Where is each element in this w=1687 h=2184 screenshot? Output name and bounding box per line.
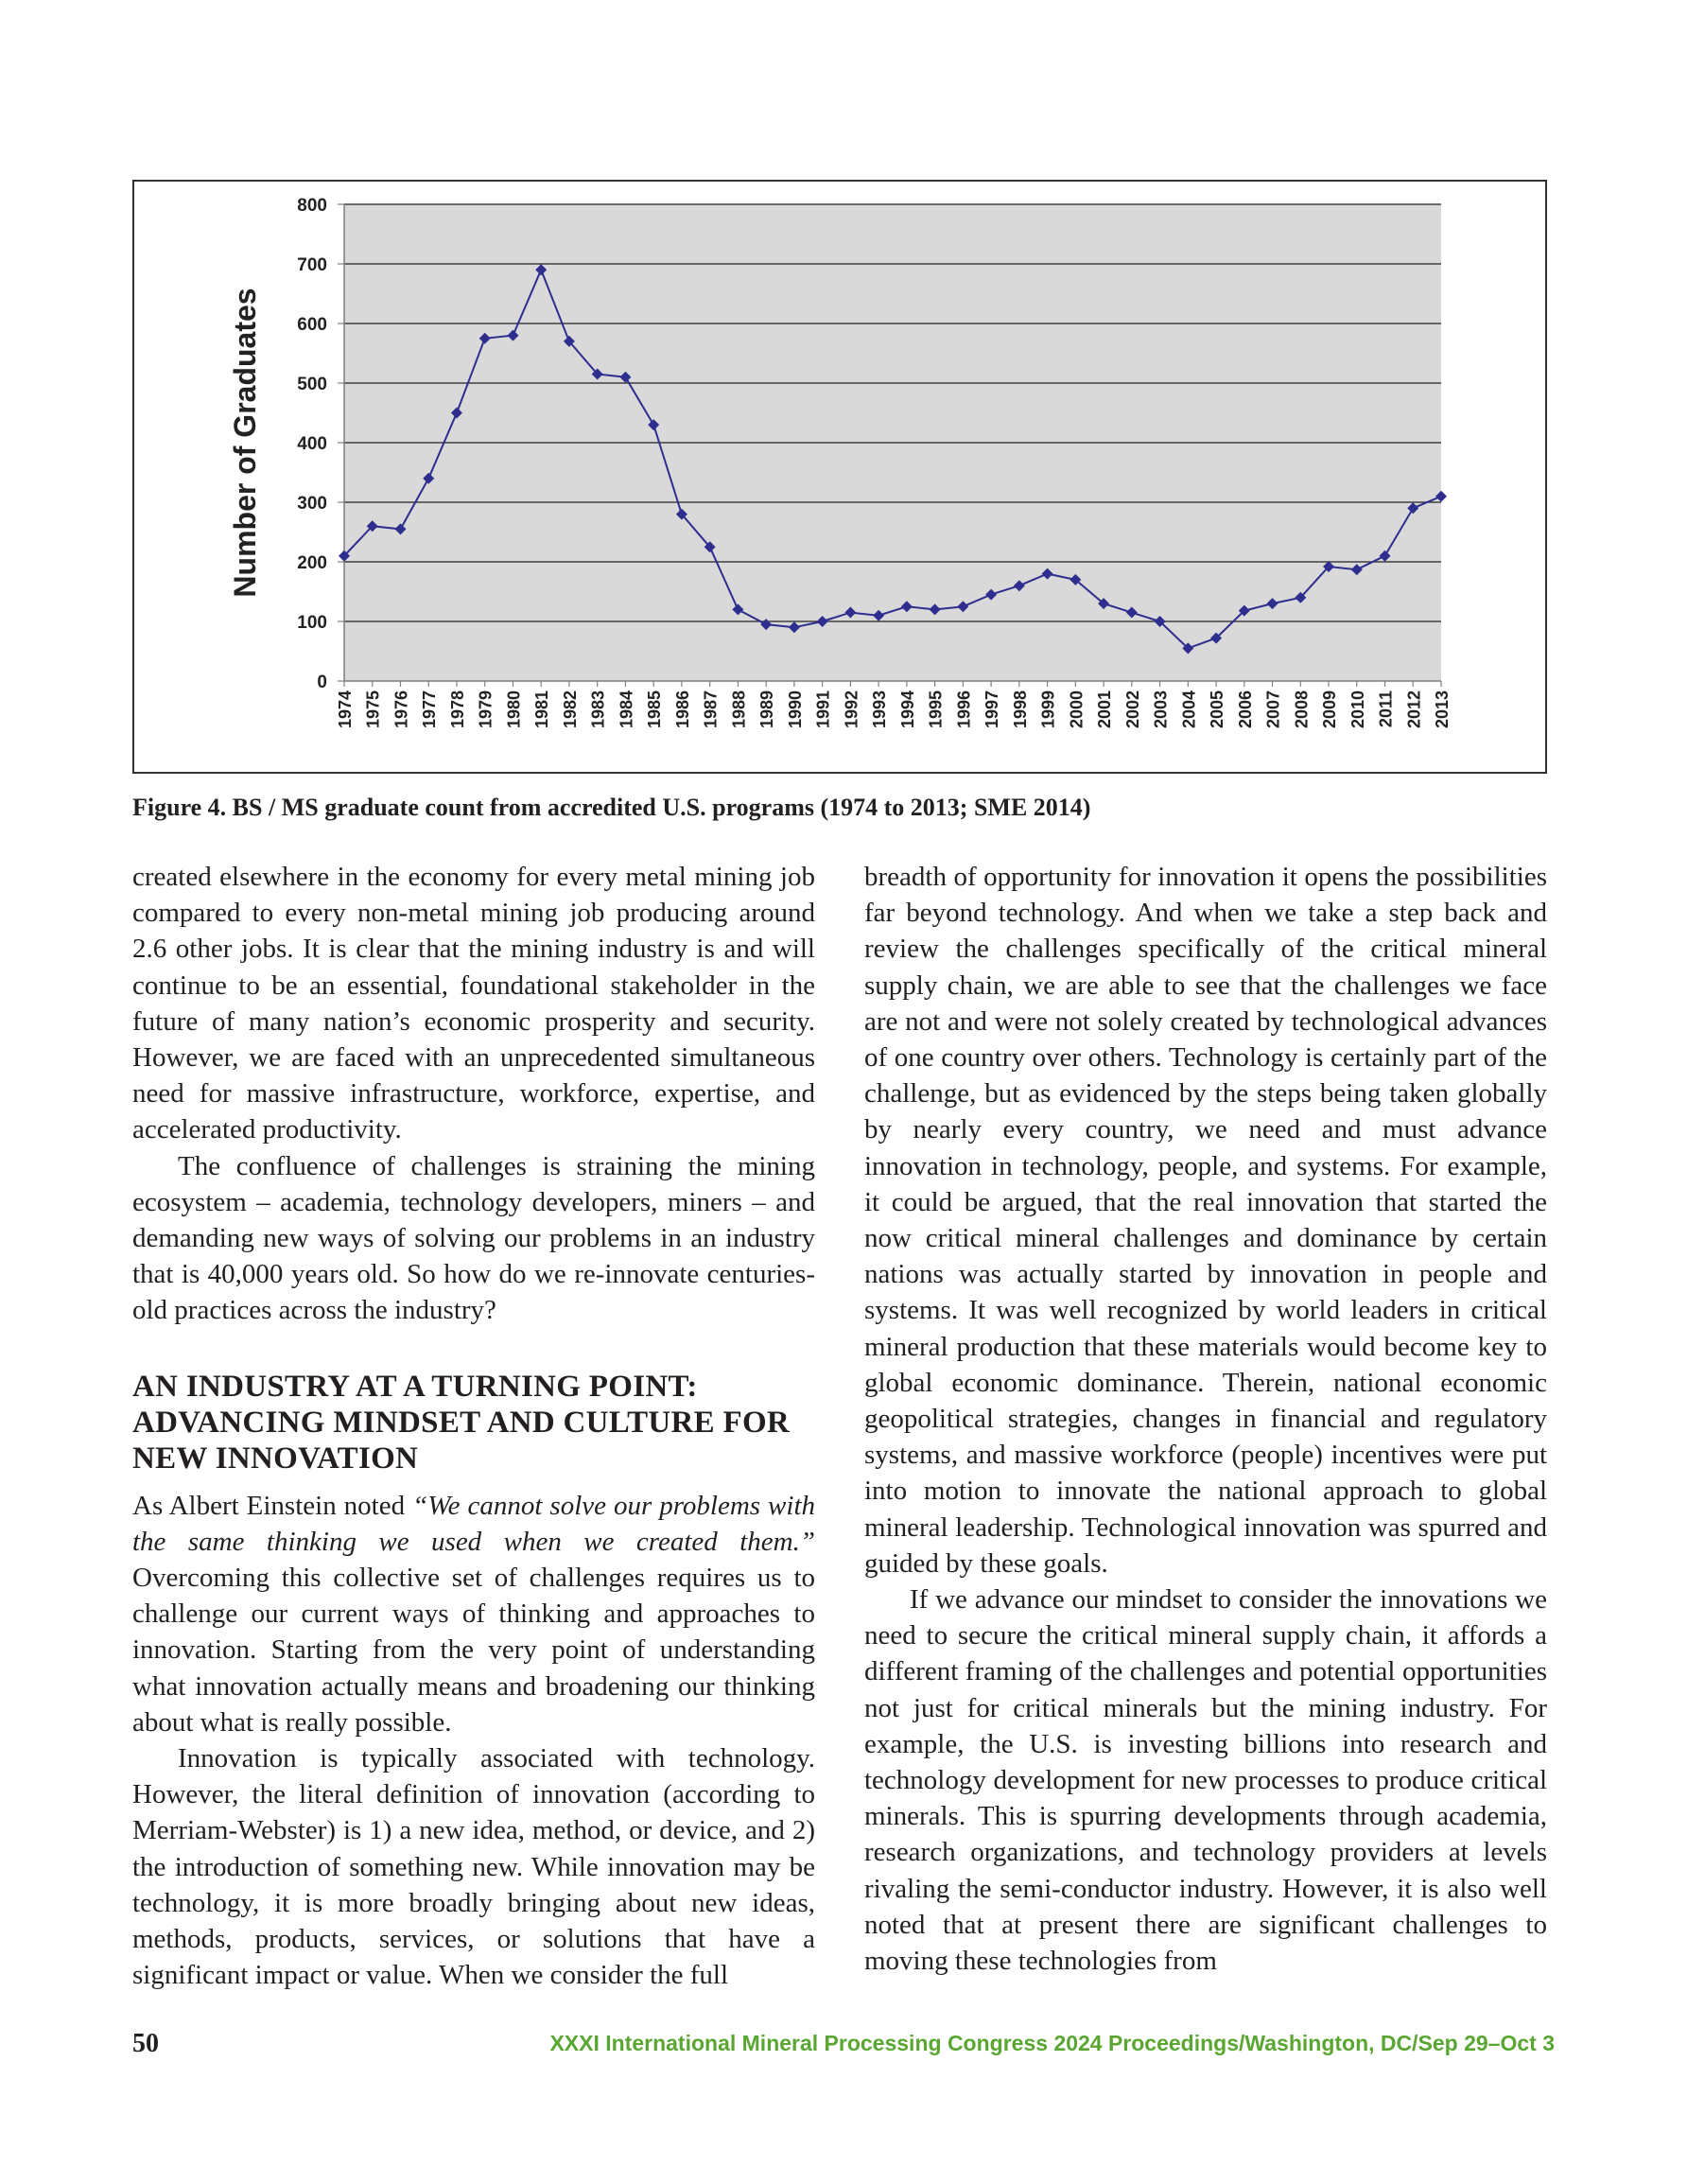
page-number: 50 bbox=[132, 2029, 159, 2058]
paragraph-einstein bbox=[132, 1488, 815, 1740]
paragraph: If we advance our mindset to consider the innovations we need to secure the critical mineral supply chain, it affords a different framing of the challenges and potential opportunities not just for critical minerals but the mining industry. For example, the U.S. is investing billions into research and technology development for new processes to produce critical minerals. This is spurring developments through academia, research organizations, and technology providers at levels rivaling the semi-conductor industry. However, it is also well noted that at present there are significant challenges to moving these technologies from bbox=[864, 1584, 1547, 1977]
y-axis-title: Number of Graduates bbox=[228, 288, 262, 598]
paragraph-rest: Overcoming this collective set of challenges requires us to challenge our current ways of thinking and approaches to innovation. Starting from the very point of understanding what innovation actually means and broadening our thinking about what is really possible. bbox=[132, 1563, 815, 1738]
x-tick-label: 1991 bbox=[813, 690, 833, 729]
x-tick-label: 1978 bbox=[447, 690, 467, 729]
x-tick-label: 1989 bbox=[757, 690, 777, 729]
x-tick-label: 2008 bbox=[1292, 690, 1312, 729]
x-tick-label: 1983 bbox=[588, 690, 608, 729]
figure-caption: Figure 4. BS / MS graduate count from accredited U.S. programs (1974 to 2013; SME 2014) bbox=[132, 794, 1091, 821]
x-tick-label: 1984 bbox=[617, 690, 636, 729]
x-tick-label: 1974 bbox=[336, 690, 355, 729]
paragraph-lead: As Albert Einstein noted bbox=[132, 1490, 413, 1521]
x-tick-label: 1987 bbox=[701, 690, 721, 729]
x-tick-label: 1998 bbox=[1010, 690, 1030, 729]
y-tick-label: 500 bbox=[297, 375, 327, 394]
x-tick-label: 2009 bbox=[1320, 690, 1340, 729]
x-tick-label: 2004 bbox=[1179, 690, 1199, 729]
x-tick-label: 2013 bbox=[1433, 690, 1452, 729]
x-tick-label: 2000 bbox=[1067, 690, 1087, 729]
x-tick-label: 1977 bbox=[420, 690, 440, 729]
x-tick-label: 1988 bbox=[729, 690, 749, 729]
y-tick-label: 200 bbox=[297, 553, 327, 573]
x-tick-label: 1985 bbox=[645, 690, 665, 729]
x-tick-label: 1982 bbox=[560, 690, 580, 729]
x-tick-label: 1992 bbox=[842, 690, 861, 729]
graduates-line-chart bbox=[134, 182, 1545, 772]
x-tick-label: 1976 bbox=[391, 690, 411, 729]
x-tick-label: 2001 bbox=[1095, 690, 1115, 729]
x-tick-label: 1986 bbox=[672, 690, 692, 729]
x-tick-label: 1975 bbox=[363, 690, 383, 729]
x-tick-label: 1995 bbox=[926, 690, 946, 729]
y-tick-label: 300 bbox=[297, 494, 327, 514]
y-tick-label: 600 bbox=[297, 315, 327, 335]
paragraph: created elsewhere in the economy for every metal mining job compared to every non-metal mining job producing around 2.6 other jobs. It is clear that the mining industry is and will continue to be an essential, foundational stakeholder in the future of many nation’s economic prosperity and security. However, we are faced with an unprecedented simultaneous need for massive infrastructure, workforce, expertise, and accelerated productivity. bbox=[132, 862, 815, 1145]
x-tick-label: 2006 bbox=[1235, 690, 1255, 729]
x-tick-labels bbox=[336, 681, 1452, 728]
x-tick-label: 2012 bbox=[1404, 690, 1424, 729]
y-tick-label: 800 bbox=[297, 196, 327, 216]
x-tick-label: 2002 bbox=[1122, 690, 1142, 729]
left-column bbox=[132, 859, 815, 1993]
y-tick-label: 700 bbox=[297, 255, 327, 275]
einstein-quote: “We cannot solve our problems with the same thinking we used when we created them.” bbox=[132, 1490, 816, 1557]
y-tick-label: 100 bbox=[297, 613, 327, 633]
paragraph: The confluence of challenges is straining the mining ecosystem – academia, technology developers, miners – and demanding new ways of solving our problems in an industry that is 40,000 years old. So how do we re-innovate centuries-old practices across the industry? bbox=[132, 1150, 815, 1326]
y-tick-label: 0 bbox=[317, 673, 327, 692]
paragraph: breadth of opportunity for innovation it opens the possibilities far beyond technology. And when we take a step back and review the challenges specifically of the critical mineral supply chain, we are able to see that the challenges we face are not and were not solely created by technological advances of one country over others. Technology is certainly part of the challenge, but as evidenced by the steps being taken globally by nearly every country, we need and must advance innovation in technology, people, and systems. For example, it could be argued, that the real innovation that started the now critical mineral challenges and dominance by certain nations was actually started by innovation in people and systems. It was well recognized by world leaders in critical mineral production that these materials would become key to global economic dominance. Therein, national economic geopolitical strategies, changes in financial and regulatory systems, and massive workforce (people) incentives were put into motion to innovate the national approach to global mineral leadership. Technological innovation was spurred and guided by these goals. bbox=[864, 862, 1547, 1579]
x-tick-label: 2003 bbox=[1151, 690, 1171, 729]
x-tick-label: 1979 bbox=[476, 690, 496, 729]
x-tick-label: 2007 bbox=[1263, 690, 1283, 729]
x-tick-label: 1993 bbox=[870, 690, 890, 729]
y-tick-labels bbox=[297, 196, 327, 692]
x-tick-label: 1996 bbox=[954, 690, 974, 729]
right-column bbox=[864, 859, 1547, 1979]
figure-4-box bbox=[132, 180, 1547, 774]
paragraph: Innovation is typically associated with technology. However, the literal definition of innovation (according to Merriam-Webster) is 1) a new idea, method, or device, and 2) the introduction of something new. While innovation may be technology, it is more broadly bringing about new ideas, methods, products, services, or solutions that have a significant impact or value. When we consider the full bbox=[132, 1743, 815, 1991]
x-tick-label: 1994 bbox=[897, 690, 917, 729]
y-tick-label: 400 bbox=[297, 434, 327, 454]
running-footer: XXXI International Mineral Processing Congress 2024 Proceedings/Washington, DC/Sep 29–Oct 3 bbox=[549, 2031, 1555, 2055]
x-tick-label: 1997 bbox=[983, 690, 1002, 729]
x-tick-label: 1999 bbox=[1038, 690, 1058, 729]
section-heading: AN INDUSTRY AT A TURNING POINT: ADVANCING MINDSET AND CULTURE FOR NEW INNOVATION bbox=[132, 1369, 791, 1476]
x-tick-label: 2011 bbox=[1376, 690, 1396, 728]
x-tick-label: 2010 bbox=[1348, 690, 1367, 729]
x-tick-label: 1980 bbox=[504, 690, 524, 729]
x-tick-label: 2005 bbox=[1208, 690, 1227, 729]
x-tick-label: 1990 bbox=[785, 690, 805, 729]
x-tick-label: 1981 bbox=[532, 690, 552, 729]
